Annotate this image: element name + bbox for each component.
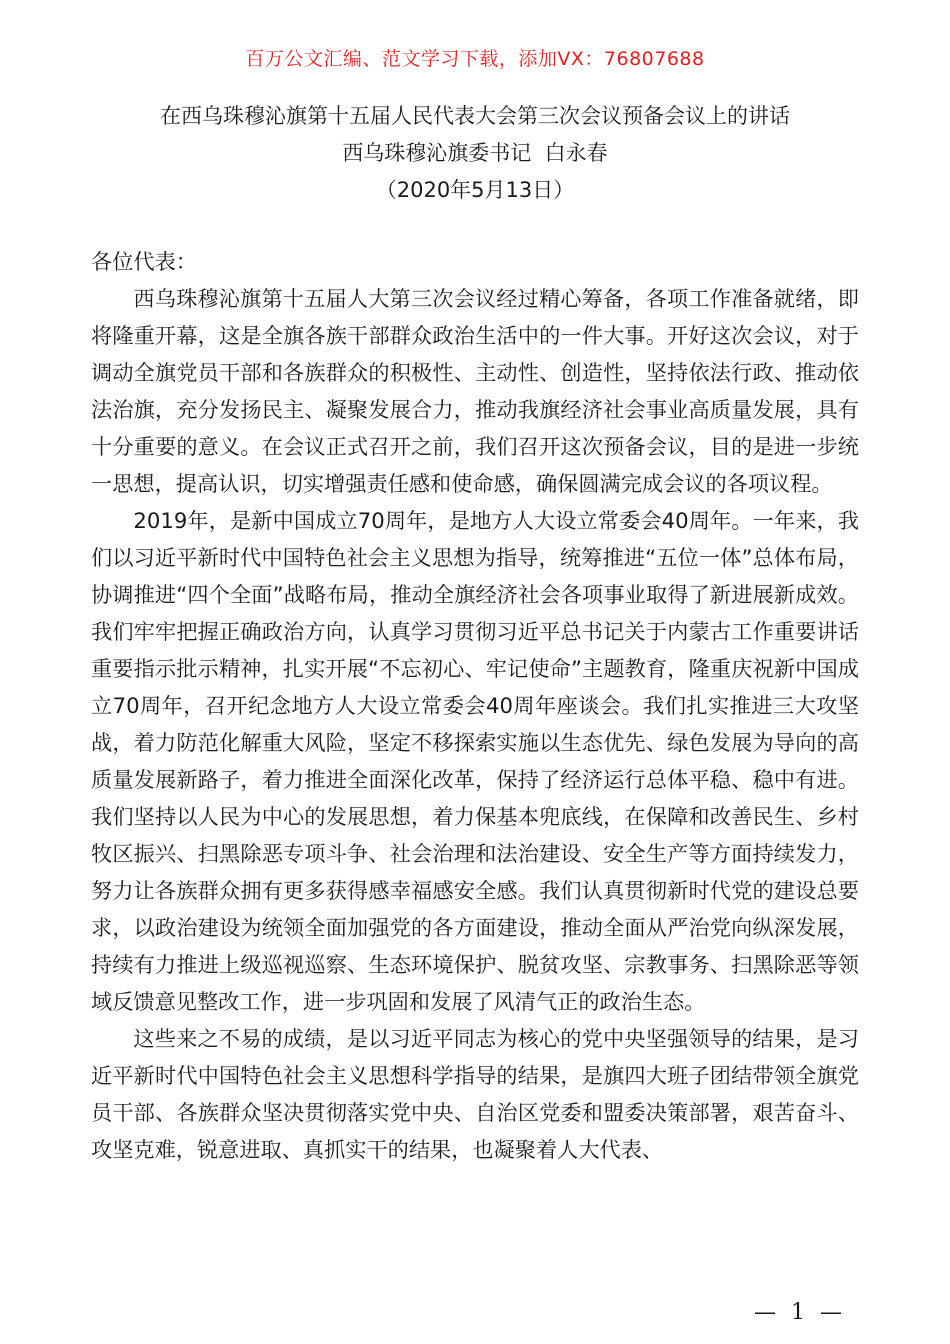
- body-paragraph-1: 西乌珠穆沁旗第十五届人大第三次会议经过精心筹备，各项工作准备就绪，即将隆重开幕，这是全旗各族干部群众政治生活中的一件大事。开好这次会议，对于调动全旗党员干部和各族群众的积极性、主动性、创造性，坚持依法行政、推动依法治旗，充分发扬民主、凝聚发展合力，推动我旗经济社会事业高质量发展，具有十分重要的意义。在会议正式召开之前，我们召开这次预备会议，目的是进一步统一思想，提高认识，切实增强责任感和使命感，确保圆满完成会议的各项议程。: [91, 286, 859, 496]
- body-paragraph-2: 2019年，是新中国成立70周年，是地方人大设立常委会40周年。一年来，我们以习近平新时代中国特色社会主义思想为指导，统筹推进“五位一体”总体布局，协调推进“四个全面”战略布局，推动全旗经济社会各项事业取得了新进展新成效。我们牢牢把握正确政治方向，认真学习贯彻习近平总书记关于内蒙古工作重要讲话重要指示批示精神，扎实开展“不忘初心、牢记使命”主题教育，隆重庆祝新中国成立70周年，召开纪念地方人大设立常委会40周年座谈会。我们扎实推进三大攻坚战，着力防范化解重大风险，坚定不移探索实施以生态优先、绿色发展为导向的高质量发展新路子，着力推进全面深化改革，保持了经济运行总体平稳、稳中有进。我们坚持以人民为中心的发展思想，着力保基本兜底线，在保障和改善民生、乡村牧区振兴、扫黑除恶专项斗争、社会治理和法治建设、安全生产等方面持续发力，努力让各族群众拥有更多获得感幸福感安全感。我们认真贯彻新时代党的建设总要求，以政治建设为统领全面加强党的各方面建设，推动全面从严治党向纵深发展，持续有力推进上级巡视巡察、生态环境保护、脱贫攻坚、宗教事务、扫黑除恶等领域反馈意见整改工作，进一步巩固和发展了风清气正的政治生态。: [91, 508, 859, 1014]
- salutation: 各位代表：: [91, 249, 197, 274]
- speech-title: 在西乌珠穆沁旗第十五届人民代表大会第三次会议预备会议上的讲话: [160, 104, 790, 128]
- speech-date: （2020年5月13日）: [375, 178, 575, 202]
- speaker-line: 西乌珠穆沁旗委书记 白永春: [342, 141, 608, 165]
- speech-body: [91, 243, 859, 1168]
- body-paragraph-3: 这些来之不易的成绩，是以习近平同志为核心的党中央坚强领导的结果，是习近平新时代中国特色社会主义思想科学指导的结果，是旗四大班子团结带领全旗党员干部、各族群众坚决贯彻落实党中央、自治区党委和盟委决策部署，艰苦奋斗、攻坚克难，锐意进取、真抓实干的结果，也凝聚着人大代表、: [91, 1026, 859, 1162]
- speech-heading: [0, 98, 950, 209]
- watermark-banner: 百万公文汇编、范文学习下载，添加VX：76807688: [245, 48, 705, 70]
- page-number: — 1 —: [754, 1300, 846, 1325]
